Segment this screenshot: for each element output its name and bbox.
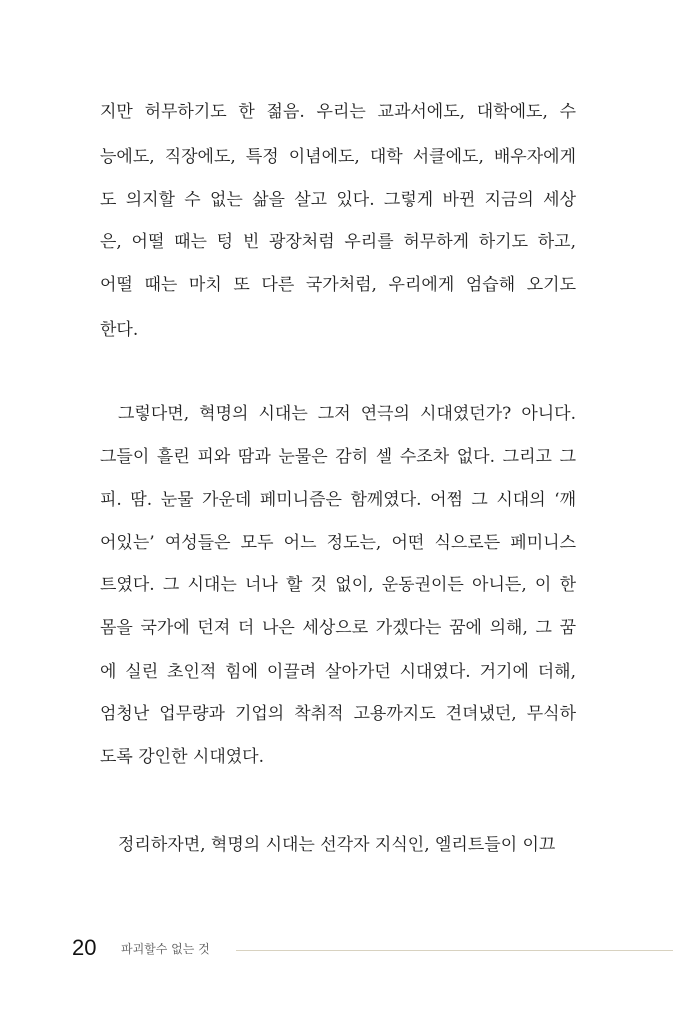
text-line: 트였다. 그 시대는 너나 할 것 없이, 운동권이든 아니든, 이 한: [100, 575, 576, 595]
text-line: 몸을 국가에 던져 더 나은 세상으로 가겠다는 꿈에 의해, 그 꿈: [100, 618, 576, 638]
text-line: 정리하자면, 혁명의 시대는 선각자 지식인, 엘리트들이 이끄: [118, 835, 556, 855]
text-line: 지만 허무하기도 한 젊음. 우리는 교과서에도, 대학에도, 수: [100, 102, 576, 122]
text-line: 그들이 흘린 피와 땀과 눈물은 감히 셀 수조차 없다. 그리고 그: [100, 447, 576, 467]
text-line: 은, 어떨 때는 텅 빈 광장처럼 우리를 허무하게 하기도 하고,: [100, 232, 576, 252]
text-line: 어있는’ 여성들은 모두 어느 정도는, 어떤 식으로든 페미니스: [100, 533, 576, 553]
running-title: 파괴할수 없는 것: [121, 942, 210, 956]
text-line: 도록 강인한 시대였다.: [100, 747, 265, 767]
text-line: 도 의지할 수 없는 삶을 살고 있다. 그렇게 바뀐 지금의 세상: [100, 190, 576, 210]
text-line: 에 실린 초인적 힘에 이끌려 살아가던 시대였다. 거기에 더해,: [100, 662, 576, 682]
text-line: 피. 땀. 눈물 가운데 페미니즘은 함께였다. 어쩜 그 시대의 ‘깨: [100, 490, 576, 510]
page-number: 20: [72, 935, 97, 960]
footer-rule: [236, 950, 673, 951]
text-line: 그렇다면, 혁명의 시대는 그저 연극의 시대였던가? 아니다.: [118, 404, 576, 424]
text-line: 엄청난 업무량과 기업의 착취적 고용까지도 견뎌냈던, 무식하: [100, 704, 576, 724]
text-line: 능에도, 직장에도, 특정 이념에도, 대학 서클에도, 배우자에게: [100, 147, 576, 167]
text-line: 한다.: [100, 320, 139, 340]
text-line: 어떨 때는 마치 또 다른 국가처럼, 우리에게 엄습해 오기도: [100, 275, 576, 295]
